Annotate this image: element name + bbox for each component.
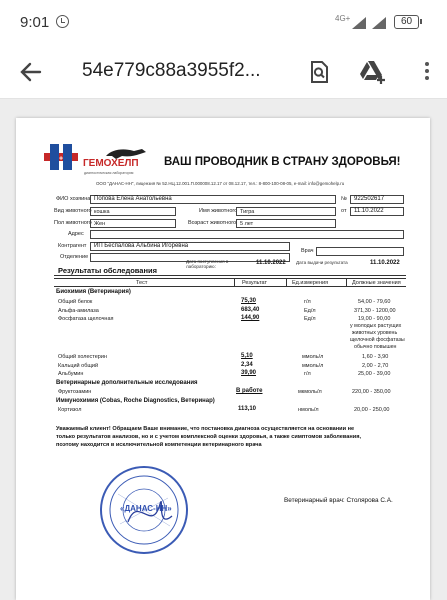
results-title: Результаты обследования bbox=[58, 266, 157, 275]
date-from-field bbox=[350, 207, 404, 216]
row-unit: Ед/л bbox=[304, 308, 316, 314]
row-result: 2,34 bbox=[241, 362, 253, 368]
battery-icon: 60 bbox=[394, 15, 419, 29]
row-unit: ммоль/л bbox=[302, 354, 324, 360]
order-label: № bbox=[341, 196, 347, 202]
date-from-value: 11.10.2022 bbox=[354, 208, 384, 214]
sex-field bbox=[90, 219, 176, 228]
row-result: 5,10 bbox=[241, 353, 253, 359]
address-label: Адрес bbox=[68, 231, 84, 237]
col-divider-2 bbox=[286, 278, 287, 286]
section-title-biochem: Биохимия (Ветеринария) bbox=[56, 289, 131, 295]
received-date: 11.10.2022 bbox=[256, 260, 286, 266]
row-ref: 25,00 - 39,00 bbox=[358, 371, 391, 377]
species-field bbox=[90, 207, 176, 216]
logo-text: ГЕМОХЕЛП bbox=[83, 158, 139, 169]
row-test: Фруктозамин bbox=[58, 389, 92, 395]
owner-field bbox=[90, 195, 336, 204]
sex-label: Пол животного bbox=[54, 220, 92, 226]
row-ref: 20,00 - 250,00 bbox=[354, 407, 390, 413]
svg-text:+: + bbox=[58, 155, 64, 163]
document-title: 54e779c88a3955f2... bbox=[82, 60, 261, 81]
row-ref: 2,00 - 2,70 bbox=[362, 363, 389, 369]
row-test: Общий белок bbox=[58, 299, 93, 305]
status-bar bbox=[0, 0, 447, 46]
header-unit: Ед.измерения bbox=[292, 280, 329, 286]
notice-line: только результатов анализов, но и с учетом комплексной оценки здоровья, а также симптомов заболевания, bbox=[56, 434, 362, 440]
order-field bbox=[350, 195, 404, 204]
section-title-vet-extra: Ветеринарные дополнительные исследования bbox=[56, 380, 198, 386]
ref-note-line: обычно повышен bbox=[354, 344, 397, 350]
row-test: Кальций общий bbox=[58, 363, 99, 369]
issued-label: Дата выдачи результата bbox=[296, 260, 348, 265]
results-divider bbox=[54, 275, 406, 276]
row-unit: ммоль/л bbox=[302, 363, 324, 369]
row-ref: 1,60 - 3,90 bbox=[362, 354, 389, 360]
vet-doctor: Ветеринарный врач: Столярова С.А. bbox=[284, 497, 393, 504]
row-result: В работе bbox=[236, 388, 263, 394]
viewer-toolbar bbox=[0, 46, 447, 99]
section-title-immuno: Иммунохимия (Cobas, Roche Diagnostics, Ветеринар) bbox=[56, 398, 215, 404]
row-result: 113,10 bbox=[238, 406, 257, 412]
doctor-field bbox=[316, 247, 404, 256]
row-result: 39,90 bbox=[241, 370, 257, 376]
status-time: 9:01 bbox=[20, 14, 50, 31]
row-test: Альфа-амилаза bbox=[58, 308, 99, 314]
ref-note-line: щелочной фосфатазы bbox=[350, 337, 405, 343]
contractor-label: Контрагент bbox=[58, 243, 87, 249]
more-vert-icon[interactable] bbox=[425, 62, 429, 82]
table-top-line bbox=[54, 278, 406, 279]
department-label: Отделение bbox=[60, 254, 89, 260]
notice-line: Уважаемый клиент! Обращаем Ваше внимание, что постановка диагноза осуществляется на основании не bbox=[56, 426, 355, 432]
col-divider-3 bbox=[346, 278, 347, 286]
document-page bbox=[16, 118, 430, 600]
row-result: 144,90 bbox=[241, 315, 260, 321]
row-ref: 371,30 - 1200,00 bbox=[354, 308, 396, 314]
header-result: Результат bbox=[242, 280, 268, 286]
age-value: 5 лет bbox=[240, 221, 254, 227]
age-field bbox=[236, 219, 336, 228]
drive-add-icon[interactable] bbox=[360, 59, 386, 85]
row-test: Альбумин bbox=[58, 371, 84, 377]
contractor-field bbox=[90, 242, 290, 251]
network-type: 4G+ bbox=[335, 14, 351, 23]
owner-value: Попова Елена Анатольевна bbox=[94, 196, 172, 202]
contractor-value: ИП Беспалова Альбина Игоревна bbox=[94, 243, 189, 249]
age-label: Возраст животного bbox=[188, 220, 237, 226]
row-test: Кортизол bbox=[58, 407, 82, 413]
species-label: Вид животного bbox=[54, 208, 92, 214]
row-unit: Ед/л bbox=[304, 316, 316, 322]
table-head-line bbox=[54, 286, 406, 287]
header-test: Тест bbox=[136, 280, 148, 286]
row-unit: г/л bbox=[304, 299, 311, 305]
ref-note-line: у молодых растущих bbox=[350, 323, 402, 329]
logo-cross-icon bbox=[44, 144, 78, 170]
col-divider-1 bbox=[234, 278, 235, 286]
received-label: Дата поступления в лабораторию: bbox=[186, 259, 229, 269]
alarm-icon bbox=[56, 15, 69, 28]
notice-line: поэтому находится в исключительной компетенции ветеринарного врача bbox=[56, 442, 262, 448]
owner-label: ФИО хозяина bbox=[56, 196, 91, 202]
license-line: ООО "ДАНАС-НН", лицензия № 52.НЦ.12.001.П.000008.12.17 от 08.12.17, тел.: 8-800-100-08-05, e-mail: info@gemohelp.ru bbox=[96, 181, 345, 186]
row-ref: 19,00 - 90,00 bbox=[358, 316, 391, 322]
animal-name-value: Тигра bbox=[240, 209, 255, 215]
order-value: 922502617 bbox=[354, 196, 385, 202]
row-unit: г/л bbox=[304, 371, 311, 377]
ref-note-line: животных уровень bbox=[352, 330, 398, 336]
signal-icon bbox=[352, 17, 366, 29]
signal-icon-2 bbox=[372, 17, 386, 29]
back-arrow-icon[interactable] bbox=[18, 59, 44, 85]
slogan: ВАШ ПРОВОДНИК В СТРАНУ ЗДОРОВЬЯ! bbox=[164, 156, 401, 168]
issued-date: 11.10.2022 bbox=[370, 260, 400, 266]
header-ref: Должные значения bbox=[352, 280, 401, 286]
row-test: Общий холестерин bbox=[58, 354, 107, 360]
row-result: 75,30 bbox=[241, 298, 257, 304]
logo-subtitle: диагностическая лаборатория bbox=[84, 171, 134, 175]
row-ref: 54,00 - 79,60 bbox=[358, 299, 391, 305]
row-ref: 220,00 - 350,00 bbox=[352, 389, 391, 395]
search-icon[interactable] bbox=[306, 59, 332, 85]
address-field bbox=[90, 230, 404, 239]
row-result: 683,40 bbox=[241, 307, 260, 313]
animal-name-label: Имя животного bbox=[199, 208, 238, 214]
row-test: Фосфатаза щелочная bbox=[58, 316, 114, 322]
doctor-label: Врач bbox=[301, 248, 314, 254]
row-unit: нмоль/л bbox=[298, 407, 319, 413]
stamp-text: «ДАНАС-НН» bbox=[120, 504, 172, 513]
row-unit: мкмоль/л bbox=[298, 389, 322, 395]
species-value: кошка bbox=[94, 209, 110, 215]
animal-name-field bbox=[236, 207, 336, 216]
sex-value: Жен bbox=[94, 221, 106, 227]
date-from-label: от bbox=[341, 208, 347, 214]
